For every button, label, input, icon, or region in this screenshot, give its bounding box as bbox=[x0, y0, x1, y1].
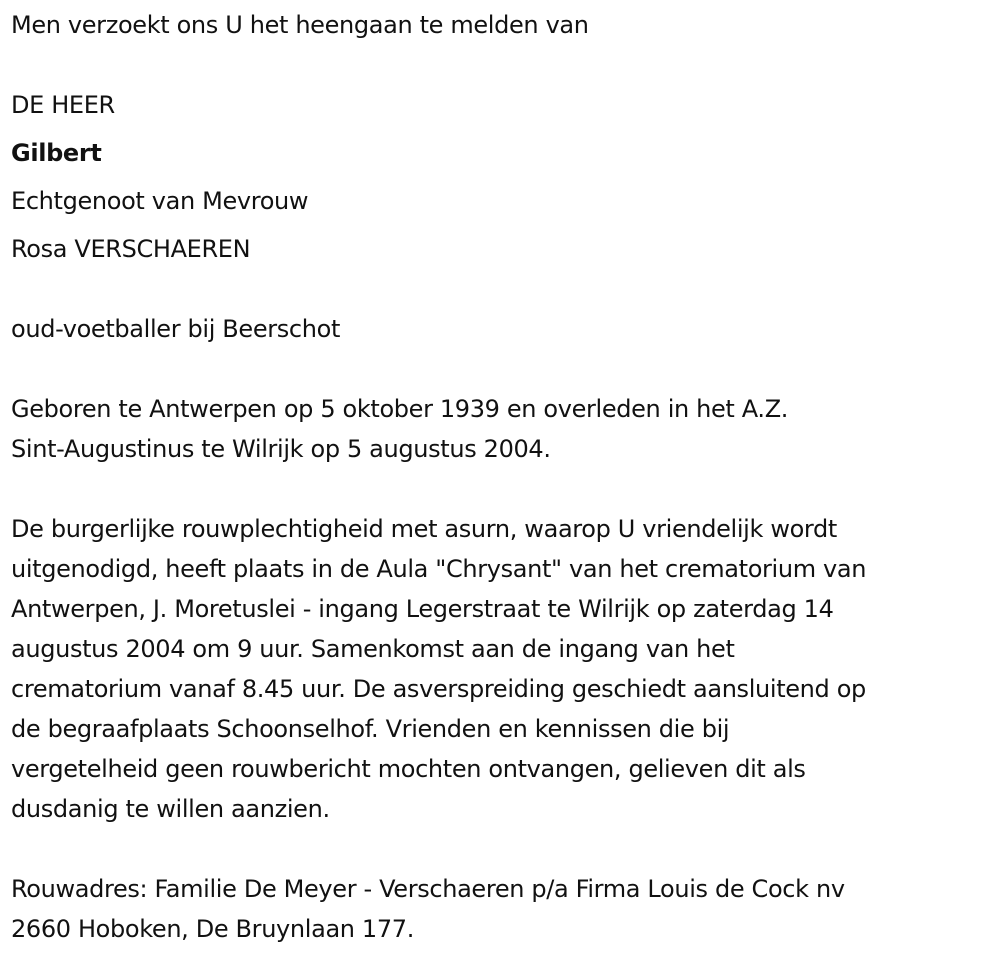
intro-text: Men verzoekt ons U het heengaan te melden van bbox=[11, 11, 589, 39]
ceremony-line: uitgenodigd, heeft plaats in de Aula "Chrysant" van het crematorium van bbox=[11, 555, 867, 583]
ceremony-line: augustus 2004 om 9 uur. Samenkomst aan de ingang van het bbox=[11, 635, 735, 663]
ceremony-line: vergetelheid geen rouwbericht mochten ontvangen, gelieven dit als bbox=[11, 755, 806, 783]
title-text: DE HEER bbox=[11, 91, 115, 119]
spouse-line-1: Echtgenoot van Mevrouw bbox=[11, 187, 309, 215]
spouse-line-2: Rosa VERSCHAEREN bbox=[11, 235, 251, 263]
ceremony-line: De burgerlijke rouwplechtigheid met asurn, waarop U vriendelijk wordt bbox=[11, 515, 837, 543]
ceremony-line: crematorium vanaf 8.45 uur. De asverspreiding geschiedt aansluitend op bbox=[11, 675, 866, 703]
occupation-text: oud-voetballer bij Beerschot bbox=[11, 315, 341, 343]
deceased-name: Gilbert bbox=[11, 139, 102, 167]
address-line: 2660 Hoboken, De Bruynlaan 177. bbox=[11, 915, 414, 943]
address-line: Rouwadres: Familie De Meyer - Verschaeren p/a Firma Louis de Cock nv bbox=[11, 875, 845, 903]
ceremony-line: dusdanig te willen aanzien. bbox=[11, 795, 330, 823]
birth-death-line: Geboren te Antwerpen op 5 oktober 1939 en overleden in het A.Z. bbox=[11, 395, 789, 423]
ceremony-line: Antwerpen, J. Moretuslei - ingang Legerstraat te Wilrijk op zaterdag 14 bbox=[11, 595, 834, 623]
birth-death-line: Sint-Augustinus te Wilrijk op 5 augustus 2004. bbox=[11, 435, 551, 463]
ceremony-line: de begraafplaats Schoonselhof. Vrienden en kennissen die bij bbox=[11, 715, 730, 743]
